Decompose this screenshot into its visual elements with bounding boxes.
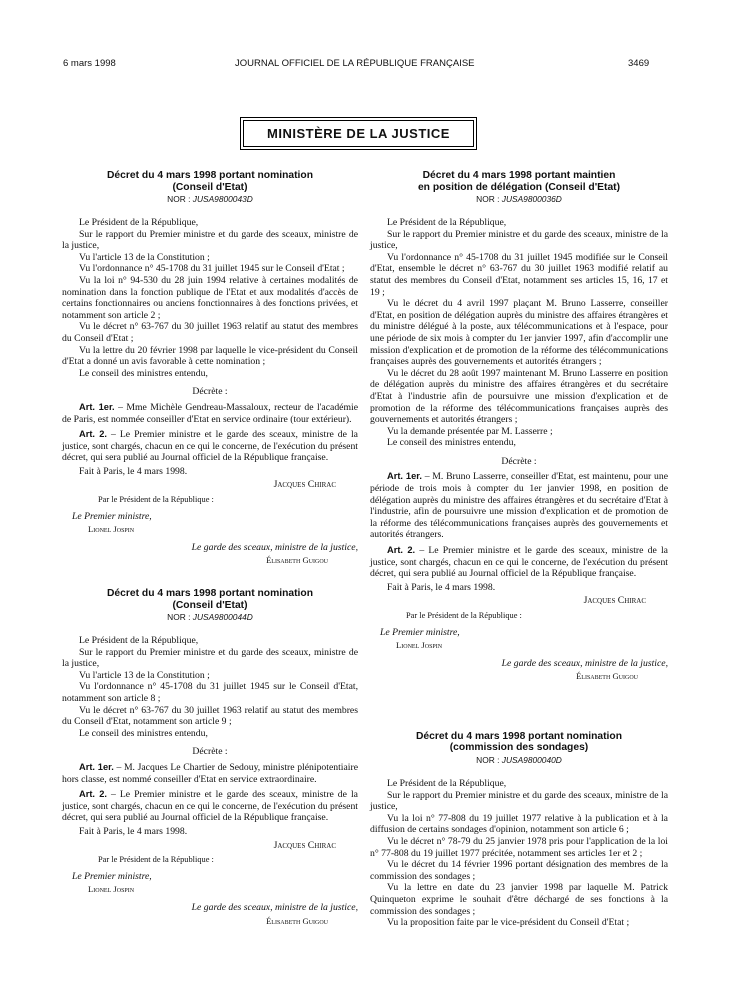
signature-place-date: Fait à Paris, le 4 mars 1998. — [79, 465, 188, 477]
header-page-number: 3469 — [628, 58, 650, 69]
paragraph: Le Président de la République, — [79, 635, 199, 647]
paragraph: Sur le rapport du Premier ministre et du garde des sceaux, ministre de la justice, — [370, 228, 668, 252]
decree-block — [62, 588, 358, 927]
signature-place-date: Fait à Paris, le 4 mars 1998. — [387, 581, 496, 593]
justice-minister-title: Le garde des sceaux, ministre de la justice, — [191, 901, 358, 913]
decree-subtitle: (commission des sondages) — [449, 742, 589, 754]
paragraph: Vu la proposition faite par le vice-président du Conseil d'Etat ; — [387, 917, 630, 929]
prime-minister-name: Lionel Jospin — [396, 640, 443, 651]
nor-reference: NOR : JUSA9800044D — [167, 612, 253, 623]
prime-minister-name: Lionel Jospin — [88, 524, 135, 535]
article-1: Art. 1er. – M. Bruno Lasserre, conseiller d'Etat, est maintenu, pour une période de trois mois à compter du 1er janvier 1998, en position de délégation auprès du ministre des affaires étrangères et du secrétaire d'Etat à l'industrie, afin de poursuivre une mission d'explication et de promotion de la réforme des télécommunications françaises auprès des gouvernements et autorités étrangers. — [370, 471, 668, 541]
nor-reference: NOR : JUSA9800040D — [476, 754, 562, 765]
paragraph: Le conseil des ministres entendu, — [79, 727, 208, 739]
paragraph: Le Président de la République, — [387, 217, 507, 228]
justice-minister-name: Élisabeth Guigou — [266, 915, 328, 926]
decree-subtitle: (Conseil d'Etat) — [172, 599, 248, 611]
president-signature: Jacques Chirac — [273, 479, 336, 491]
article-2: Art. 2. – Le Premier ministre et le garde des sceaux, ministre de la justice, sont chargés, chacun en ce qui le concerne, de l'exécution du présent décret, qui sera publié au Journal officiel de la République française. — [62, 429, 358, 464]
paragraph: Vu la loi n° 77-808 du 19 juillet 1977 relative à la publication et à la diffusion de certains sondages d'opinion, notamment son article 6 ; — [370, 812, 668, 836]
paragraph: Vu l'ordonnance n° 45-1708 du 31 juillet 1945 sur le Conseil d'Etat ; — [79, 263, 345, 275]
president-signature: Jacques Chirac — [273, 839, 336, 851]
decree-title: Décret du 4 mars 1998 portant nomination — [416, 730, 622, 742]
justice-minister-name: Élisabeth Guigou — [266, 555, 328, 566]
paragraph: Sur le rapport du Premier ministre et du garde des sceaux, ministre de la justice, — [370, 789, 668, 813]
paragraph: Le conseil des ministres entendu, — [79, 367, 208, 379]
countersign-intro: Par le Président de la République : — [98, 855, 214, 865]
prime-minister-title: Le Premier ministre, — [72, 510, 152, 522]
justice-minister-title: Le garde des sceaux, ministre de la justice, — [191, 541, 358, 553]
right-column — [370, 170, 668, 929]
decree-subtitle: en position de délégation (Conseil d'Etat) — [417, 181, 621, 193]
paragraph: Vu le décret du 4 avril 1997 plaçant M. Bruno Lasserre, conseiller d'Etat, en position de délégation auprès du ministre des affaires étrangères et du ministre délégué à la poste, aux télécommunications et à l'espace, pour une période de six mois à compter du 1er janvier 1997, afin d'accomplir une mission d'explication et de promotion de la réforme des télécommunications françaises auprès des gouvernements et autorités étrangers ; — [370, 298, 668, 368]
header-journal-title: JOURNAL OFFICIEL DE LA RÉPUBLIQUE FRANÇAISE — [235, 58, 475, 69]
paragraph: Vu l'ordonnance n° 45-1708 du 31 juillet 1945 sur le Conseil d'Etat, notamment son article 8 ; — [62, 681, 358, 704]
nor-reference: NOR : JUSA9800036D — [476, 194, 562, 204]
ministry-title: MINISTÈRE DE LA JUSTICE — [243, 120, 474, 147]
paragraph: Vu le décret du 28 août 1997 maintenant M. Bruno Lasserre en position de délégation auprès du ministre des affaires étrangères et du secrétaire d'Etat à l'industrie afin de poursuivre une mission d'explication et de promotion de la réforme des télécommunications françaises auprès des gouvernements et autorités étrangers ; — [370, 367, 668, 426]
paragraph: Le conseil des ministres entendu, — [387, 437, 516, 449]
decree-title: Décret du 4 mars 1998 portant maintien — [422, 170, 616, 181]
decrete-heading: Décrète : — [192, 386, 228, 398]
paragraph: Vu le décret n° 63-767 du 30 juillet 1963 relatif au statut des membres du Conseil d'Etat, notamment son article 9 ; — [62, 704, 358, 728]
article-1: Art. 1er. – M. Jacques Le Chartier de Sedouy, ministre plénipotentiaire hors classe, est nommé conseiller d'Etat en service extraordinaire. — [62, 761, 359, 785]
decrete-heading: Décrète : — [192, 746, 228, 758]
article-2: Art. 2. – Le Premier ministre et le garde des sceaux, ministre de la justice, sont chargés, chacun en ce qui le concerne, de l'exécution du présent décret, qui sera publié au Journal officiel de la République française. — [62, 789, 358, 824]
paragraph: Vu l'ordonnance n° 45-1708 du 31 juillet 1945 modifiée sur le Conseil d'Etat, ensemble le décret n° 63-767 du 30 juillet 1963 modifié relatif au statut des membres du Conseil d'Etat, notamment ses articles 15, 16, 17 et 19 ; — [370, 251, 668, 298]
prime-minister-name: Lionel Jospin — [88, 884, 135, 895]
decree-subtitle: (Conseil d'Etat) — [172, 181, 248, 193]
left-column — [62, 170, 358, 927]
signature-place-date: Fait à Paris, le 4 mars 1998. — [79, 825, 188, 837]
nor-reference: NOR : JUSA9800043D — [167, 194, 253, 204]
prime-minister-title: Le Premier ministre, — [380, 626, 460, 638]
decree-block — [62, 170, 358, 567]
paragraph: Vu la lettre en date du 23 janvier 1998 par laquelle M. Patrick Quinqueton exprime le souhait d'être déchargé de ses fonctions à la commission des sondages ; — [370, 882, 668, 917]
ministry-banner — [240, 117, 477, 150]
paragraph: Le Président de la République, — [79, 217, 199, 228]
paragraph: Vu l'article 13 de la Constitution ; — [79, 251, 210, 263]
header-date: 6 mars 1998 — [63, 58, 116, 69]
decree-block — [370, 731, 668, 929]
article-1: Art. 1er. – Mme Michèle Gendreau-Massaloux, recteur de l'académie de Paris, est nommée conseiller d'Etat en service ordinaire (tour extérieur). — [62, 401, 358, 425]
paragraph: Vu la demande présentée par M. Lasserre ; — [387, 425, 553, 437]
paragraph: Le Président de la République, — [387, 777, 507, 789]
paragraph: Vu la loi n° 94-530 du 28 juin 1994 relative à certaines modalités de nomination dans la fonction publique de l'Etat et aux modalités d'accès de certains fonctionnaires ou anciens fonctionnaires à des fonctions privées, et notamment son article 2 ; — [62, 274, 358, 321]
paragraph: Vu le décret n° 78-79 du 25 janvier 1978 pris pour l'application de la loi n° 77-808 du 19 juillet 1977 précitée, notamment ses articles 1er et 2 ; — [370, 835, 668, 859]
decree-title: Décret du 4 mars 1998 portant nomination — [107, 170, 313, 181]
justice-minister-title: Le garde des sceaux, ministre de la justice, — [501, 657, 668, 669]
decree-block — [370, 170, 668, 683]
paragraph: Vu l'article 13 de la Constitution ; — [79, 669, 210, 681]
countersign-intro: Par le Président de la République : — [98, 495, 214, 505]
justice-minister-name: Élisabeth Guigou — [576, 671, 638, 682]
paragraph: Vu le décret du 14 février 1996 portant désignation des membres de la commission des sondages ; — [370, 859, 668, 882]
paragraph: Sur le rapport du Premier ministre et du garde des sceaux, ministre de la justice, — [62, 228, 358, 252]
paragraph: Sur le rapport du Premier ministre et du garde des sceaux, ministre de la justice, — [62, 646, 358, 670]
prime-minister-title: Le Premier ministre, — [72, 870, 152, 882]
decree-title: Décret du 4 mars 1998 portant nomination — [107, 588, 313, 600]
article-2: Art. 2. – Le Premier ministre et le garde des sceaux, ministre de la justice, sont chargés, chacun en ce qui le concerne, de l'exécution du présent décret, qui sera publié au Journal officiel de la République française. — [370, 545, 668, 580]
paragraph: Vu la lettre du 20 février 1998 par laquelle le vice-président du Conseil d'Etat a donné un avis favorable à cette nomination ; — [62, 344, 358, 368]
decrete-heading: Décrète : — [501, 455, 537, 467]
president-signature: Jacques Chirac — [583, 595, 646, 607]
paragraph: Vu le décret n° 63-767 du 30 juillet 1963 relatif au statut des membres du Conseil d'Etat ; — [62, 321, 358, 344]
countersign-intro: Par le Président de la République : — [406, 611, 522, 620]
